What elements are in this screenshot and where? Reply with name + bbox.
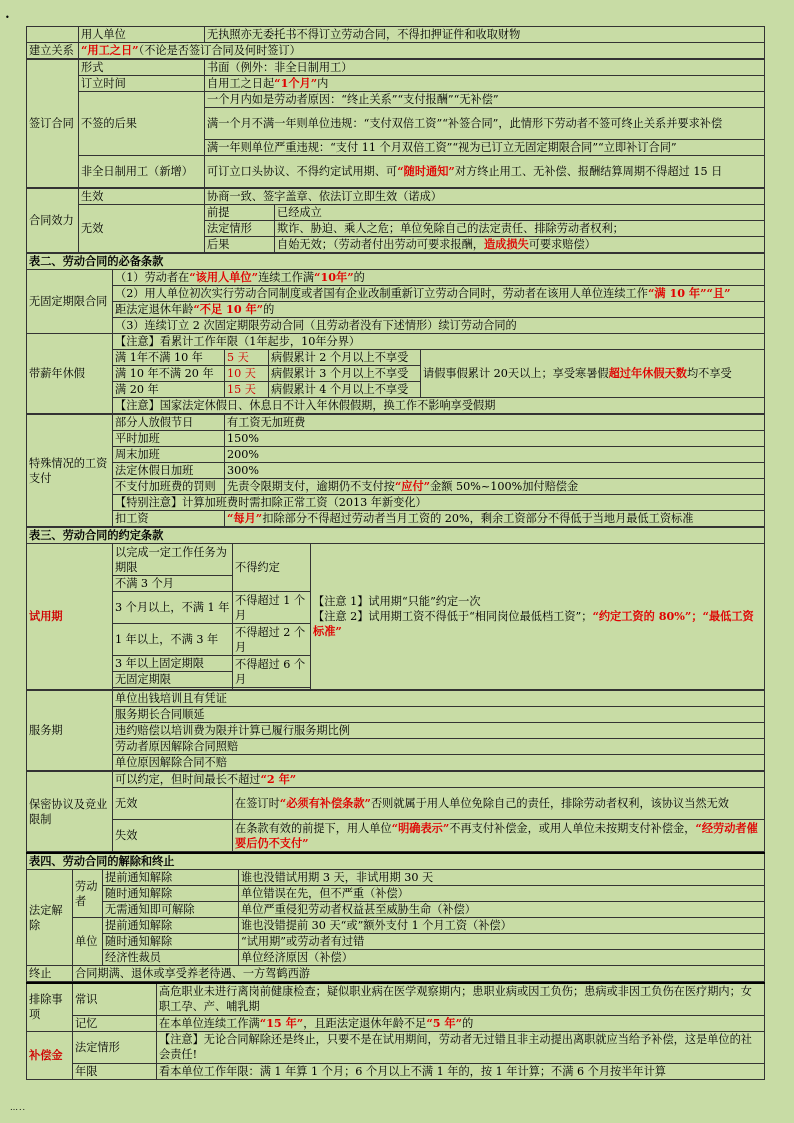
table-row: 不满 3 个月 bbox=[27, 576, 765, 592]
table-row: 终止 合同期满、退休或享受养老待遇、一方驾鹤西游 bbox=[27, 966, 765, 982]
special-pay-table bbox=[26, 414, 765, 527]
table-row: 单位原因解除合同不赔 bbox=[27, 755, 765, 771]
table-row: 合同效力 生效 协商一致、签字盖章、依法订立即生效（诺成） bbox=[27, 189, 765, 205]
table-row: 无固定期限合同 （1）劳动者在“该用人单位”连续工作满“10年”的 bbox=[27, 270, 765, 286]
table-row: 满 10 年不满 20 年 10 天 病假累计 3 个月以上不享受 bbox=[27, 366, 765, 382]
table-row: 失效 在条款有效的前提下，用人单位“明确表示”不再支付补偿金，或用人单位未按期支付补偿金，“经劳动者催要后仍不支付” bbox=[27, 820, 765, 852]
table-row: （3）连续订立 2 次固定期限劳动合同（且劳动者没有下述情形）续订劳动合同的 bbox=[27, 318, 765, 334]
table-row: 【注意】国家法定休假日、休息日不计入年休假假期，换工作不影响享受假期 bbox=[27, 398, 765, 414]
table-row: 服务期长合同顺延 bbox=[27, 707, 765, 723]
table-row: 满 20 年 15 天 病假累计 4 个月以上不享受 bbox=[27, 382, 765, 398]
agreed-terms-table bbox=[26, 527, 765, 690]
table-row: 满一个月不满一年则单位违规：“支付双倍工资”“补签合同”，此情形下劳动者不签可终止关系并要求补偿 bbox=[27, 108, 765, 140]
table-row: 服务期 单位出钱培训且有凭证 bbox=[27, 691, 765, 707]
table-row: 保密协议及竞业限制 可以约定，但时间最长不超过“2 年” bbox=[27, 772, 765, 788]
table-row: 记忆 在本单位连续工作满“15 年”，且距法定退休年龄不足“5 年”的 bbox=[27, 1015, 765, 1031]
service-period-table bbox=[26, 690, 765, 771]
table-row: 订立时间 自用工之日起“1个月”内 bbox=[27, 76, 765, 92]
table-row: 试用期 以完成一定工作任务为期限 不得约定 【注意 1】试用期“只能”约定一次 【注意 2】试用期工资不得低于“相同岗位最低档工资”；“约定工资的 80%”；“最低工资标准” bbox=[27, 544, 765, 576]
table-row: 无需通知即可解除 单位严重侵犯劳动者权益甚至威胁生命（补偿） bbox=[27, 902, 765, 918]
section-title: 表四、劳动合同的解除和终止 bbox=[27, 853, 765, 870]
footer-mark: ….. bbox=[10, 1103, 27, 1112]
non-compete-table bbox=[26, 771, 765, 852]
section-title: 表二、劳动合同的必备条款 bbox=[27, 254, 765, 270]
table-row: 经济性裁员 单位经济原因（补偿） bbox=[27, 950, 765, 966]
corner-mark: • bbox=[5, 13, 10, 22]
probation-label: 试用期 bbox=[27, 544, 113, 690]
table-row: 无效 在签订时“必须有补偿条款”否则就属于用人单位免除自己的责任，排除劳动者权利，该协议当然无效 bbox=[27, 788, 765, 820]
table-row: 劳动者原因解除合同照赔 bbox=[27, 739, 765, 755]
section-title-row bbox=[27, 528, 765, 544]
exclusions-table bbox=[26, 982, 765, 1080]
table-row: 法定情形 欺诈、胁迫、乘人之危；单位免除自己的法定责任、排除劳动者权利； bbox=[27, 221, 765, 237]
table-row: 【特别注意】计算加班费时需扣除正常工资（2013 年新变化） bbox=[27, 495, 765, 511]
table-row: 单位 提前通知解除 谁也没错提前 30 天“或”额外支付 1 个月工资（补偿） bbox=[27, 918, 765, 934]
table-row: 排除事项 常识 高危职业未进行离岗前健康检查；疑似职业病在医学观察期内；患职业病或因工负伤；患病或非因工负伤在医疗期内；女职工孕、产、哺乳期 bbox=[27, 983, 765, 1015]
table-row: 满一年则单位严重违规：“支付 11 个月双倍工资”“视为已订立无固定期限合同”“立即补订合同” bbox=[27, 140, 765, 156]
summary-sheet bbox=[26, 26, 764, 1080]
table-row: 距法定退休年龄“不足 10 年”的 bbox=[27, 302, 765, 318]
table-row: 1 年以上，不满 3 年 不得超过 2 个月 bbox=[27, 624, 765, 656]
table-row: 不签的后果 一个月内如是劳动者原因：“终止关系”“支付报酬”“无补偿” bbox=[27, 92, 765, 108]
table-row: （2）用人单位初次实行劳动合同制度或者国有企业改制重新订立劳动合同时，劳动者在该用人单位连续工作“满 10 年”“且” bbox=[27, 286, 765, 302]
table-row: 特殊情况的工资支付 部分人放假节日 有工资无加班费 bbox=[27, 415, 765, 431]
table-row: 3 个月以上，不满 1 年 不得超过 1 个月 bbox=[27, 592, 765, 624]
table-row: 无效 前提 已经成立 bbox=[27, 205, 765, 221]
table-row: 后果 自始无效；（劳动者付出劳动可要求报酬，造成损失可要求赔偿） bbox=[27, 237, 765, 253]
contract-formation-table bbox=[26, 26, 765, 59]
table-row: 随时通知解除 “试用期”或劳动者有过错 bbox=[27, 934, 765, 950]
section-title-row bbox=[27, 853, 765, 870]
sign-contract-table bbox=[26, 59, 765, 188]
table-row: 平时加班 150% bbox=[27, 431, 765, 447]
contract-effect-table bbox=[26, 188, 765, 253]
table-row: 法定解除 劳动者 提前通知解除 谁也没错试用期 3 天，非试用期 30 天 bbox=[27, 870, 765, 886]
compensation-label: 补偿金 bbox=[27, 1031, 73, 1079]
table-row: 建立关系 “用工之日”（不论是否签订合同及何时签订） bbox=[27, 43, 765, 59]
table-row: 补偿金 法定情形 【注意】无论合同解除还是终止，只要不是在试用期间，劳动者无过错且非主动提出离职就应当给予补偿，这是单位的社会责任! bbox=[27, 1031, 765, 1063]
termination-table bbox=[26, 852, 765, 982]
table-row: 3 年以上固定期限 不得超过 6 个月 bbox=[27, 656, 765, 672]
section-title-row bbox=[27, 254, 765, 270]
table-row: 用人单位 无执照亦无委托书不得订立劳动合同，不得扣押证件和收取财物 bbox=[27, 27, 765, 43]
table-row: 随时通知解除 单位错误在先，但不严重（补偿） bbox=[27, 886, 765, 902]
table-row: 签订合同 形式 书面（例外：非全日制用工） bbox=[27, 60, 765, 76]
table-row: 不支付加班费的罚则 先责令限期支付，逾期仍不支付按“应付”金额 50%~100%加付赔偿金 bbox=[27, 479, 765, 495]
table-row: 违约赔偿以培训费为限并计算已履行服务期比例 bbox=[27, 723, 765, 739]
section-title: 表三、劳动合同的约定条款 bbox=[27, 528, 765, 544]
table-row: 扣工资 “每月”扣除部分不得超过劳动者当月工资的 20%，剩余工资部分不得低于当地月最低工资标准 bbox=[27, 511, 765, 527]
table-row: 无固定期限 bbox=[27, 672, 765, 688]
table-row: 周末加班 200% bbox=[27, 447, 765, 463]
mandatory-terms-table bbox=[26, 253, 765, 414]
table-row: 法定休假日加班 300% bbox=[27, 463, 765, 479]
table-row: 年限 看本单位工作年限：满 1 年算 1 个月；6 个月以上不满 1 年的，按 1 年计算；不满 6 个月按半年计算 bbox=[27, 1063, 765, 1079]
table-row: 满 1年不满 10 年 5 天 病假累计 2 个月以上不享受 请假事假累计 20天以上；享受寒暑假超过年休假天数均不享受 bbox=[27, 350, 765, 366]
table-row: 带薪年休假 【注意】看累计工作年限（1年起步，10年分界） bbox=[27, 334, 765, 350]
table-row: 非全日制用工（新增） 可订立口头协议、不得约定试用期、可“随时通知”对方终止用工、无补偿、报酬结算周期不得超过 15 日 bbox=[27, 156, 765, 188]
